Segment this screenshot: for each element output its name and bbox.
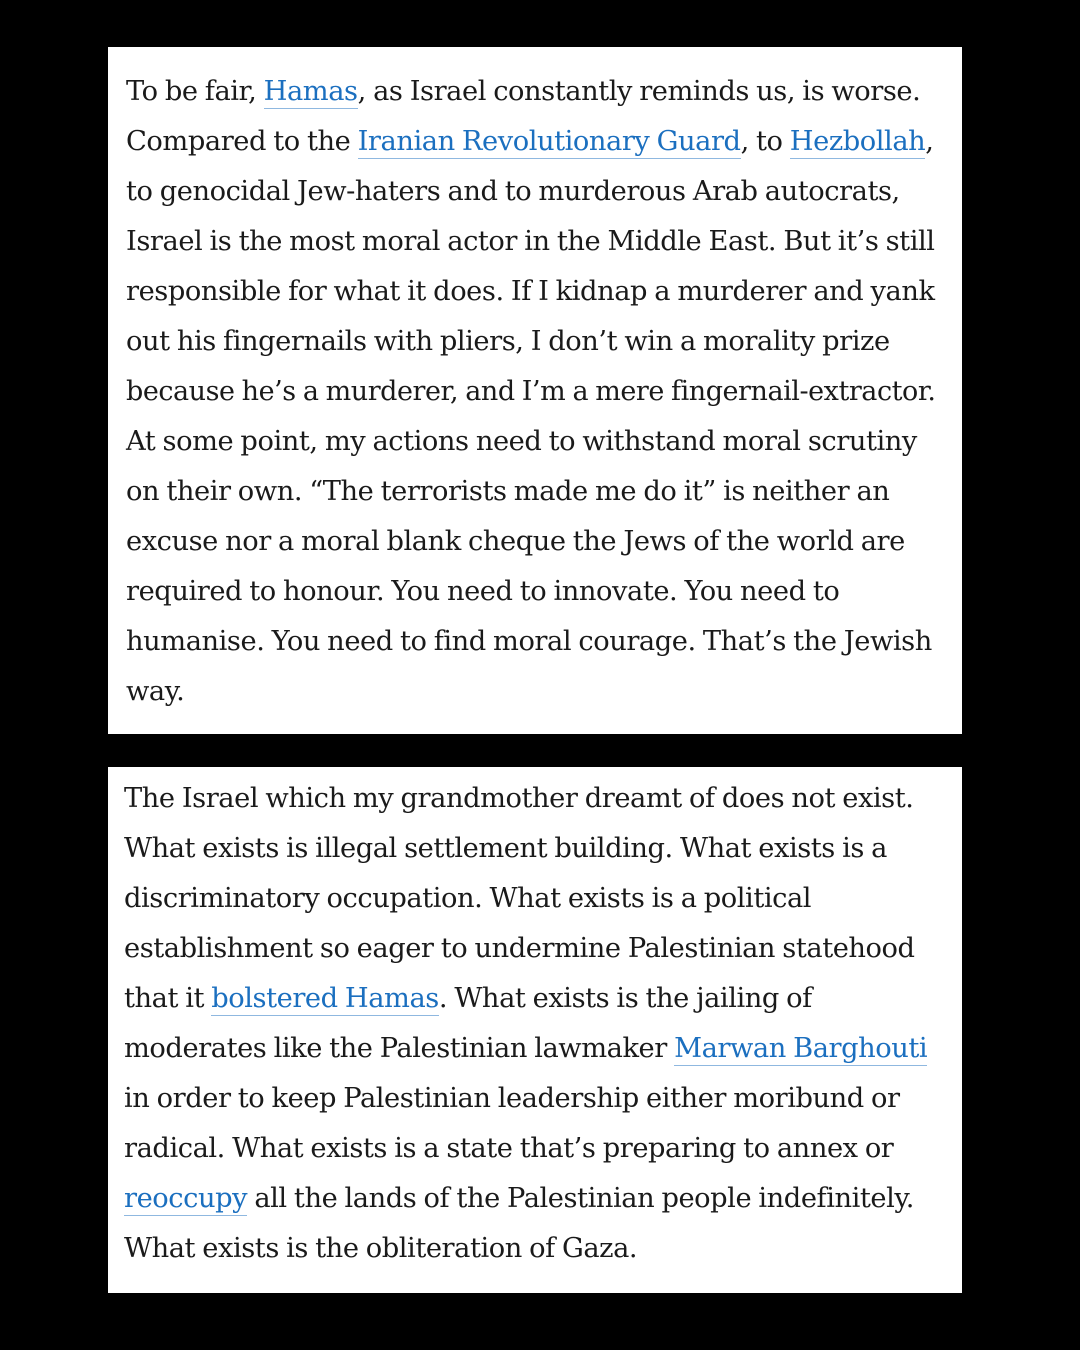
text-line: responsible for what it does. If I kidnap a murderer and yank [126,276,935,307]
text-line: What exists is the obliteration of Gaza. [124,1233,638,1264]
hamas-link[interactable]: Hamas [263,76,358,107]
article-excerpt-card-1 [108,47,962,734]
text-line: on their own. “The terrorists made me do it” is neither an [126,476,890,507]
text-line: establishment so eager to undermine Palestinian statehood [124,933,915,964]
text-line: excuse nor a moral blank cheque the Jews of the world are [126,526,905,557]
text-line: The Israel which my grandmother dreamt of does not exist. [124,783,914,814]
text-line: At some point, my actions need to withstand moral scrutiny [126,426,917,457]
text-line: To be fair, Hamas, as Israel constantly reminds us, is worse. [126,76,921,107]
text-line: What exists is illegal settlement building. What exists is a [124,833,887,864]
text-line: out his fingernails with pliers, I don’t win a morality prize [126,326,890,357]
text-line: Israel is the most moral actor in the Middle East. But it’s still [126,226,935,257]
hezbollah-link[interactable]: Hezbollah [789,126,926,157]
text-line: in order to keep Palestinian leadership either moribund or [124,1083,900,1114]
text-line: way. [126,676,185,707]
reoccupy-link[interactable]: reoccupy [124,1183,248,1214]
bolstered-hamas-link[interactable]: bolstered Hamas [211,983,439,1014]
text-line: moderates like the Palestinian lawmaker Marwan Barghouti [124,1033,928,1064]
iranian-revolutionary-guard-link[interactable]: Iranian Revolutionary Guard [357,126,741,157]
text-line: humanise. You need to find moral courage. That’s the Jewish [126,626,932,657]
text-line: to genocidal Jew-haters and to murderous Arab autocrats, [126,176,900,207]
article-excerpt-card-2 [108,767,962,1293]
text-line: discriminatory occupation. What exists is a political [124,883,812,914]
text-line: required to honour. You need to innovate. You need to [126,576,840,607]
text-line: reoccupy all the lands of the Palestinian people indefinitely. [124,1183,914,1214]
text-line: Compared to the Iranian Revolutionary Guard, to Hezbollah, [126,126,934,157]
text-line: radical. What exists is a state that’s preparing to annex or [124,1133,894,1164]
text-line: that it bolstered Hamas. What exists is the jailing of [124,983,812,1014]
text-line: because he’s a murderer, and I’m a mere fingernail-extractor. [126,376,936,407]
marwan-barghouti-link[interactable]: Marwan Barghouti [674,1033,928,1064]
